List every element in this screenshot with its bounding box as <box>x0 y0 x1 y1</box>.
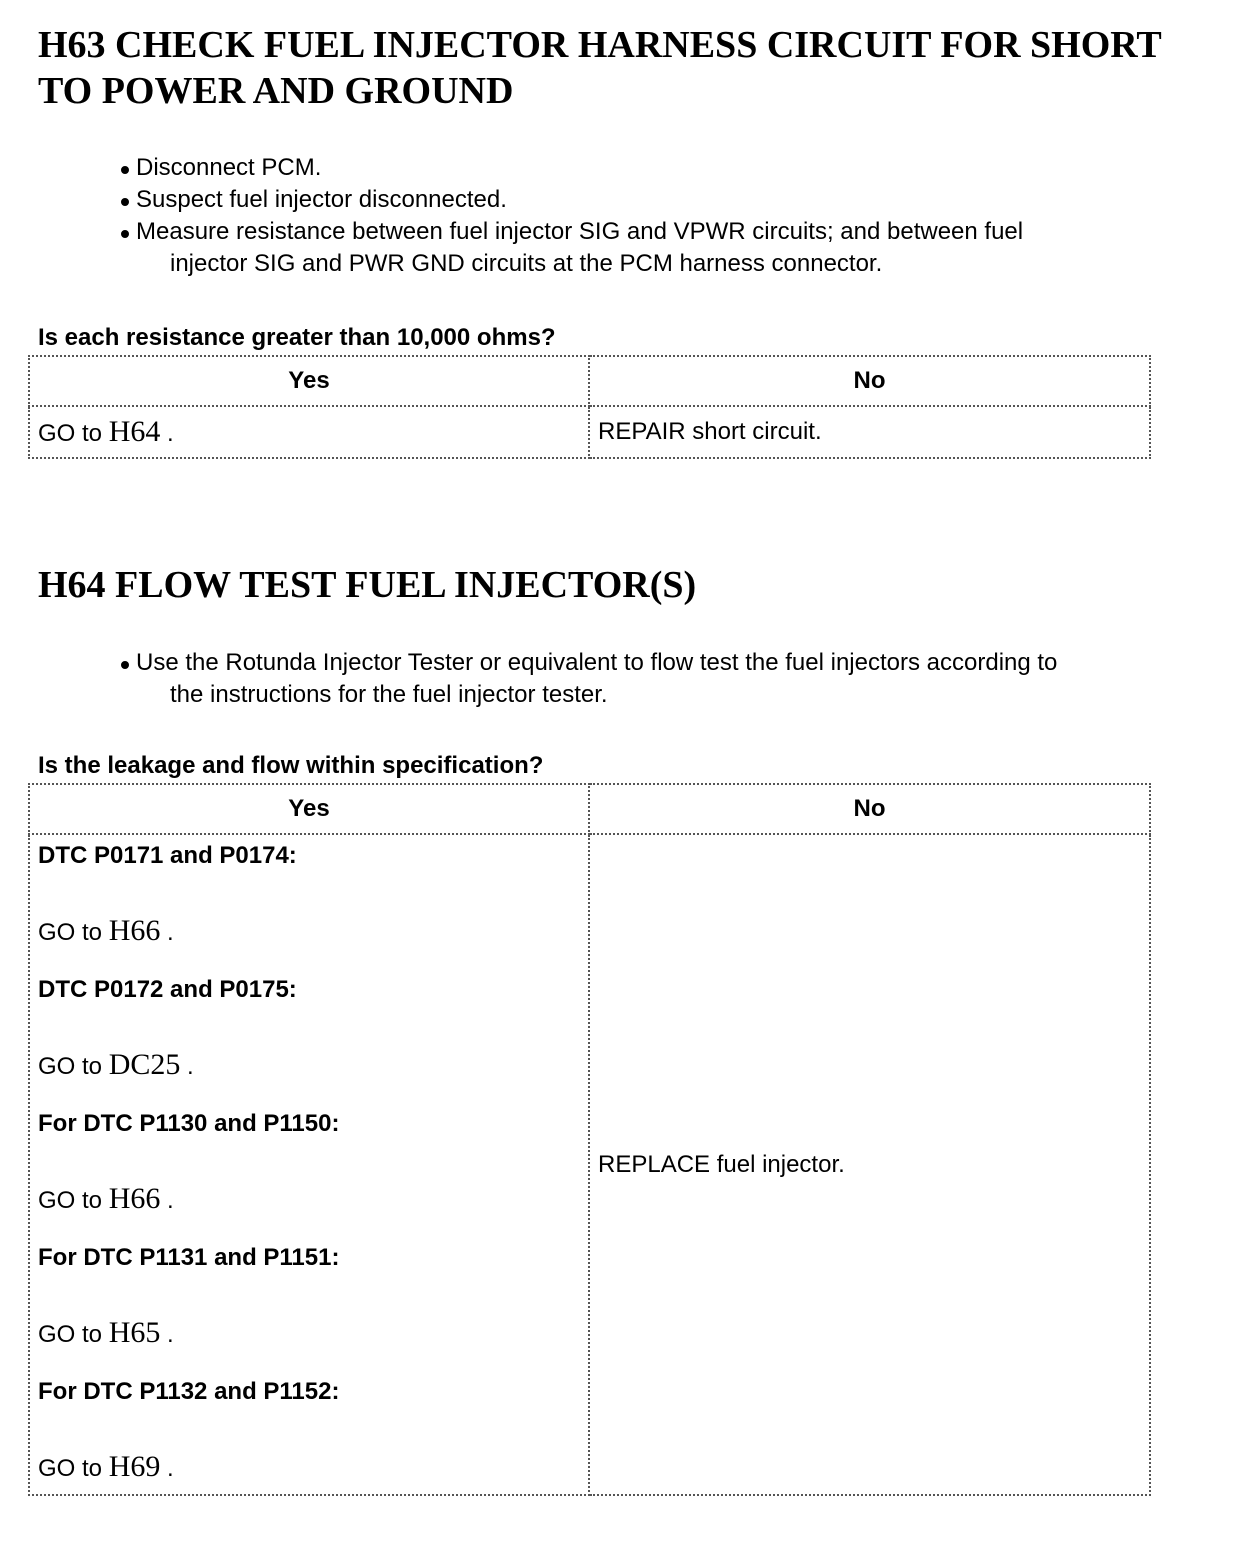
bullet-icon <box>121 661 129 669</box>
no-cell: REPAIR short circuit. <box>589 406 1150 458</box>
result-table-h63 <box>28 355 1151 459</box>
period: . <box>160 1455 174 1482</box>
condition-label: DTC P0172 and P0175: <box>38 976 297 1003</box>
h64-bullet-list <box>118 647 1228 711</box>
bullet-icon <box>121 166 129 174</box>
table-row <box>29 834 1150 1495</box>
condition-label: For DTC P1130 and P1150: <box>38 1110 340 1137</box>
go-to-text: GO to <box>38 420 103 447</box>
result-table-h64 <box>28 783 1151 1496</box>
condition-label: For DTC P1132 and P1152: <box>38 1378 340 1405</box>
bullet-text: Use the Rotunda Injector Tester or equivalent to flow test the fuel injectors according to <box>136 649 1058 676</box>
period: . <box>160 420 174 447</box>
bullet-text-continued: injector SIG and PWR GND circuits at the PCM harness connector. <box>170 250 883 277</box>
go-to-text: GO to <box>38 1455 103 1482</box>
step-link-h65[interactable]: H65 <box>108 1316 161 1349</box>
period: . <box>160 1321 174 1348</box>
bullet-text: Disconnect PCM. <box>136 154 322 181</box>
period: . <box>180 1053 194 1080</box>
period: . <box>160 1187 174 1214</box>
list-item <box>118 216 1228 280</box>
section-title-h63: H63 CHECK FUEL INJECTOR HARNESS CIRCUIT FOR SHORT TO POWER AND GROUND <box>38 24 1162 112</box>
table-header-row <box>29 784 1150 834</box>
bullet-text: Measure resistance between fuel injector SIG and VPWR circuits; and between fuel <box>136 218 1024 245</box>
step-link-dc25[interactable]: DC25 <box>108 1048 181 1081</box>
go-to-text: GO to <box>38 919 103 946</box>
step-line <box>38 1304 580 1371</box>
yes-cell <box>29 834 589 1495</box>
question-h64: Is the leakage and flow within specification? <box>38 752 544 779</box>
table-row <box>29 406 1150 458</box>
step-line <box>38 1438 580 1494</box>
go-to-text: GO to <box>38 1187 103 1214</box>
go-to-text: GO to <box>38 1053 103 1080</box>
no-cell: REPLACE fuel injector. <box>589 834 1150 1495</box>
bullet-icon <box>121 198 129 206</box>
section-title-h64: H64 FLOW TEST FUEL INJECTOR(S) <box>38 564 697 606</box>
bullet-text: Suspect fuel injector disconnected. <box>136 186 507 213</box>
period: . <box>160 919 174 946</box>
bullet-icon <box>121 230 129 238</box>
yes-cell <box>29 406 589 458</box>
list-item <box>118 184 1228 216</box>
h63-bullet-list <box>118 152 1228 280</box>
list-item <box>118 647 1228 711</box>
question-h63: Is each resistance greater than 10,000 ohms? <box>38 324 556 351</box>
no-header: No <box>589 784 1150 834</box>
step-line <box>38 1170 580 1237</box>
bullet-text-continued: the instructions for the fuel injector tester. <box>170 681 608 708</box>
list-item <box>118 152 1228 184</box>
yes-header: Yes <box>29 784 589 834</box>
no-header: No <box>589 356 1150 406</box>
step-line <box>38 902 580 969</box>
yes-header: Yes <box>29 356 589 406</box>
condition-label: For DTC P1131 and P1151: <box>38 1244 340 1271</box>
table-header-row <box>29 356 1150 406</box>
step-link-h66[interactable]: H66 <box>108 914 161 947</box>
step-link-h64[interactable]: H64 <box>108 415 161 448</box>
condition-label: DTC P0171 and P0174: <box>38 842 297 869</box>
step-link-h69[interactable]: H69 <box>108 1450 161 1483</box>
step-line <box>38 1036 580 1103</box>
go-to-text: GO to <box>38 1321 103 1348</box>
step-link-h66[interactable]: H66 <box>108 1182 161 1215</box>
